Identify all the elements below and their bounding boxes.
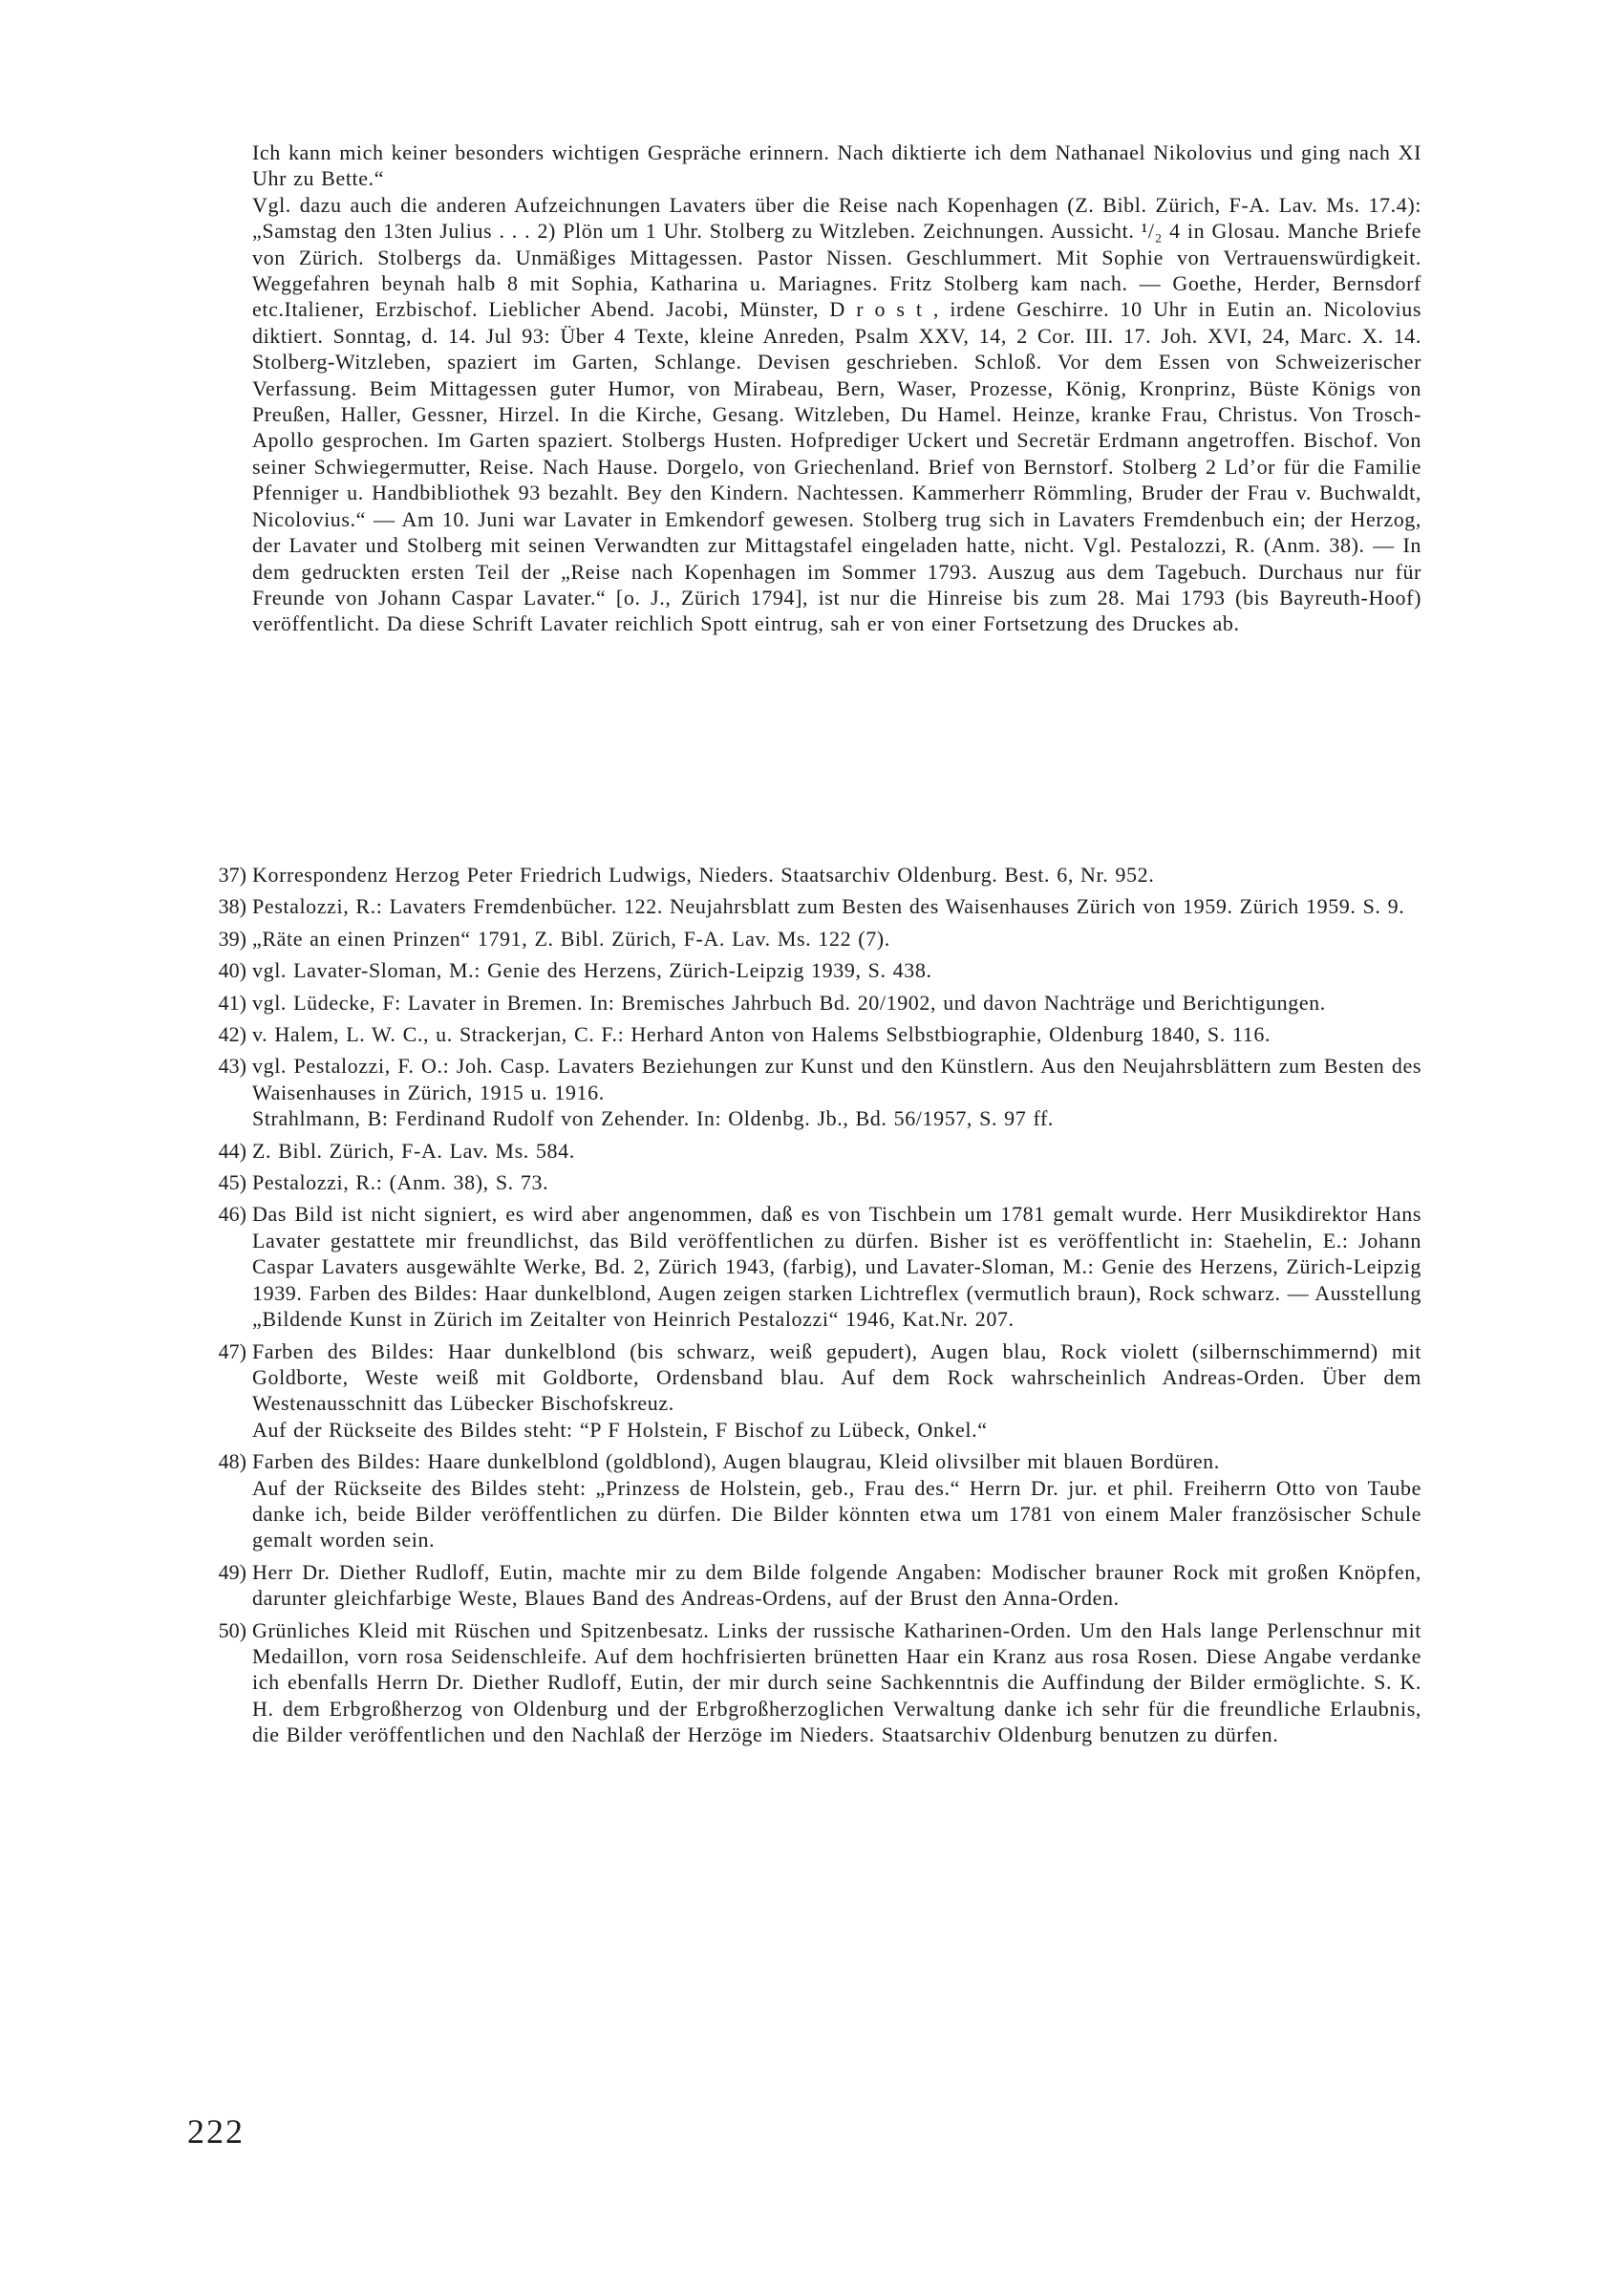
footnote-text: Pestalozzi, R.: (Anm. 38), S. 73. <box>252 1170 549 1195</box>
footnote-number: 45) <box>218 1170 246 1195</box>
footnote-48 <box>218 1448 1421 1553</box>
footnote-text: Auf der Rückseite des Bildes steht: “P F Holstein, F Bischof zu Lübeck, Onkel.“ <box>252 1417 988 1442</box>
footnote-text: Farben des Bildes: Haar dunkelblond (bis schwarz, weiß gepudert), Augen blau, Rock violett (silbernschimmernd) mit Goldborte, Weste weiß mit Goldborte, Ordensband blau. Auf dem Rock wahrscheinlich Andreas-Orden. Über dem Westenausschnitt das Lübecker Bischofskreuz. <box>252 1338 1421 1416</box>
footnote-number: 48) <box>218 1449 246 1474</box>
footnote-40 <box>218 957 1421 983</box>
footnote-text: Das Bild ist nicht signiert, es wird aber angenommen, daß es von Tischbein um 1781 gemalt wurde. Herr Musikdirektor Hans Lavater gestattete mir freundlichst, das Bild veröffentlichen zu dürfen. Bisher ist es veröffentlicht in: Staehelin, E.: Johann Caspar Lavaters ausgewählte Werke, Bd. 2, Zürich 1943, (farbig), und Lavater-Sloman, M.: Genie des Herzens, Zürich-Leipzig 1939. Farben des Bildes: Haar dunkelblond, Augen zeigen starken Lichtreflex (vermutlich braun), Rock schwarz. — Ausstellung „Bildende Kunst in Zürich im Zeitalter von Heinrich Pestalozzi“ 1946, Kat.Nr. 207. <box>252 1202 1421 1332</box>
footnote-number: 37) <box>218 863 246 887</box>
footnote-38 <box>218 893 1421 919</box>
footnote-number: 42) <box>218 1022 246 1047</box>
footnote-number: 44) <box>218 1138 246 1163</box>
footnote-number: 43) <box>218 1054 246 1079</box>
footnote-number: 40) <box>218 958 246 983</box>
footnote-43 <box>218 1053 1421 1131</box>
footnote-text: Pestalozzi, R.: Lavaters Fremdenbücher. 122. Neujahrsblatt zum Besten des Waisenhauses Zürich von 1959. Zürich 1959. S. 9. <box>252 894 1405 919</box>
intro-paragraph: Ich kann mich keiner besonders wichtigen Gespräche erinnern. Nach diktierte ich dem Nathanael Nikolovius und ging nach XI Uhr zu Bette.“ <box>252 140 1421 191</box>
footnote-number: 50) <box>218 1617 246 1642</box>
footnote-37 <box>218 862 1421 888</box>
footnote-number: 41) <box>218 990 246 1015</box>
footnote-text: Korrespondenz Herzog Peter Friedrich Ludwigs, Nieders. Staatsarchiv Oldenburg. Best. 6, Nr. 952. <box>252 863 1155 887</box>
footnote-number: 38) <box>218 894 246 919</box>
footnote-text: Farben des Bildes: Haare dunkelblond (goldblond), Augen blaugrau, Kleid olivsilber mit blauen Bordüren. <box>252 1449 1220 1474</box>
footnote-number: 46) <box>218 1202 246 1227</box>
footnote-39 <box>218 926 1421 952</box>
intro-text <box>252 139 1421 637</box>
footnote-text: Grünliches Kleid mit Rüschen und Spitzenbesatz. Links der russische Katharinen-Orden. Um den Hals lange Perlenschnur mit Medaillon, vorn rosa Seidenschleife. Auf dem hochfrisierten brünetten Haar ein Kranz aus rosa Rosen. Diese Angabe verdanke ich ebenfalls Herrn Dr. Diether Rudloff, Eutin, der mir durch seine Sachkenntnis die Auffindung der Bilder ermöglichte. S. K. H. dem Erbgroßherzog von Oldenburg und der Erbgroßherzoglichen Verwaltung danke ich sehr für die freundliche Erlaubnis, die Bilder veröffentlichen und den Nachlaß der Herzöge im Nieders. Staatsarchiv Oldenburg benutzen zu dürfen. <box>252 1617 1421 1747</box>
footnote-49 <box>218 1559 1421 1612</box>
footnote-text: vgl. Lavater-Sloman, M.: Genie des Herzens, Zürich-Leipzig 1939, S. 438. <box>252 958 932 983</box>
footnote-text: vgl. Pestalozzi, F. O.: Joh. Casp. Lavaters Beziehungen zur Kunst und den Künstlern. Aus den Neujahrsblättern zum Besten des Waisenhauses in Zürich, 1915 u. 1916. <box>252 1054 1421 1104</box>
footnote-50 <box>218 1617 1421 1748</box>
footnote-45 <box>218 1169 1421 1195</box>
footnote-text: „Räte an einen Prinzen“ 1791, Z. Bibl. Zürich, F-A. Lav. Ms. 122 (7). <box>252 926 890 951</box>
footnotes-list <box>218 862 1421 1754</box>
footnote-number: 39) <box>218 926 246 951</box>
footnote-number: 47) <box>218 1338 246 1363</box>
footnote-44 <box>218 1138 1421 1164</box>
footnote-text: Strahlmann, B: Ferdinand Rudolf von Zehender. In: Oldenbg. Jb., Bd. 56/1957, S. 97 ff. <box>252 1106 1055 1131</box>
footnote-text: v. Halem, L. W. C., u. Strackerjan, C. F.: Herhard Anton von Halems Selbstbiographie, Oldenburg 1840, S. 116. <box>252 1022 1271 1047</box>
footnote-text: Herr Dr. Diether Rudloff, Eutin, machte mir zu dem Bilde folgende Angaben: Modischer brauner Rock mit großen Knöpfen, darunter gleichfarbige Weste, Blaues Band des Andreas-Ordens, auf der Brust den Anna-Orden. <box>252 1559 1421 1611</box>
footnote-46 <box>218 1201 1421 1332</box>
footnote-47 <box>218 1338 1421 1444</box>
footnote-text: Auf der Rückseite des Bildes steht: „Prinzess de Holstein, geb., Frau des.“ Herrn Dr. jur. et phil. Freiherrn Otto von Taube danke ich, beide Bilder veröffentlichen zu dürfen. Die Bilder könnten etwa um 1781 von einem Maler französischer Schule gemalt worden sein. <box>252 1475 1421 1552</box>
footnote-41 <box>218 990 1421 1016</box>
footnote-text: vgl. Lüdecke, F: Lavater in Bremen. In: Bremisches Jahrbuch Bd. 20/1902, und davon Nachträge und Berichtigungen. <box>252 990 1326 1015</box>
footnote-text: Z. Bibl. Zürich, F-A. Lav. Ms. 584. <box>252 1138 575 1163</box>
footnote-42 <box>218 1021 1421 1047</box>
intro-paragraph: Vgl. dazu auch die anderen Aufzeichnungen Lavaters über die Reise nach Kopenhagen (Z. Bibl. Zürich, F-A. Lav. Ms. 17.4): „Samstag den 13ten Julius . . . 2) Plön um 1 Uhr. Stolberg zu Witzleben. Zeichnungen. Aussicht. ¹/₂ 4 in Glosau. Manche Briefe von Zürich. Stolbergs da. Unmäßiges Mittagessen. Pastor Nissen. Geschlummert. Mit Sophie von Vertrauenswürdigkeit. Weggefahren beynah halb 8 mit Sophia, Katharina u. Mariagnes. Fritz Stolberg kam nach. — Goethe, Herder, Bernsdorf etc.Italiener, Erzbischof. Lieblicher Abend. Jacobi, Münster, D r o s t , irdene Geschirre. 10 Uhr in Eutin an. Nicolovius diktiert. Sonntag, d. 14. Jul 93: Über 4 Texte, kleine Anreden, Psalm XXV, 14, 2 Cor. III. 17. Joh. XVI, 24, Marc. X. 14. Stolberg-Witzleben, spaziert im Garten, Schlange. Devisen geschrieben. Schloß. Vor dem Essen von Schweizerischer Verfassung. Beim Mittagessen guter Humor, von Mirabeau, Bern, Waser, Prozesse, König, Kronprinz, Büste Königs von Preußen, Haller, Gessner, Hirzel. In die Kirche, Gesang. Witzleben, Du Hamel. Heinze, kranke Frau, Christus. Von Trosch-Apollo gesprochen. Im Garten spaziert. Stolbergs Husten. Hofprediger Uckert und Secretär Erdmann angetroffen. Bischof. Von seiner Schwiegermutter, Reise. Nach Hause. Dorgelo, von Griechenland. Brief von Bernstorf. Stolberg 2 Ld’or für die Familie Pfenniger u. Handbibliothek 93 bezahlt. Bey den Kindern. Nachtessen. Kammerherr Römmling, Bruder der Frau v. Buchwaldt, Nicolovius.“ — Am 10. Juni war Lavater in Emkendorf gewesen. Stolberg trug sich in Lavaters Fremdenbuch ein; der Herzog, der Lavater und Stolberg mit seinen Verwandten zur Mittagstafel eingeladen hatte, nicht. Vgl. Pestalozzi, R. (Anm. 38). — In dem gedruckten ersten Teil der „Reise nach Kopenhagen im Sommer 1793. Auszug aus dem Tagebuch. Durchaus nur für Freunde von Johann Caspar Lavater.“ [o. J., Zürich 1794], ist nur die Hinreise bis zum 28. Mai 1793 (bis Bayreuth-Hoof) veröffentlicht. Da diese Schrift Lavater reichlich Spott eintrug, sah er von einer Fortsetzung des Druckes ab. <box>252 192 1421 636</box>
footnote-number: 49) <box>218 1559 246 1584</box>
page-number: 222 <box>187 2112 245 2151</box>
